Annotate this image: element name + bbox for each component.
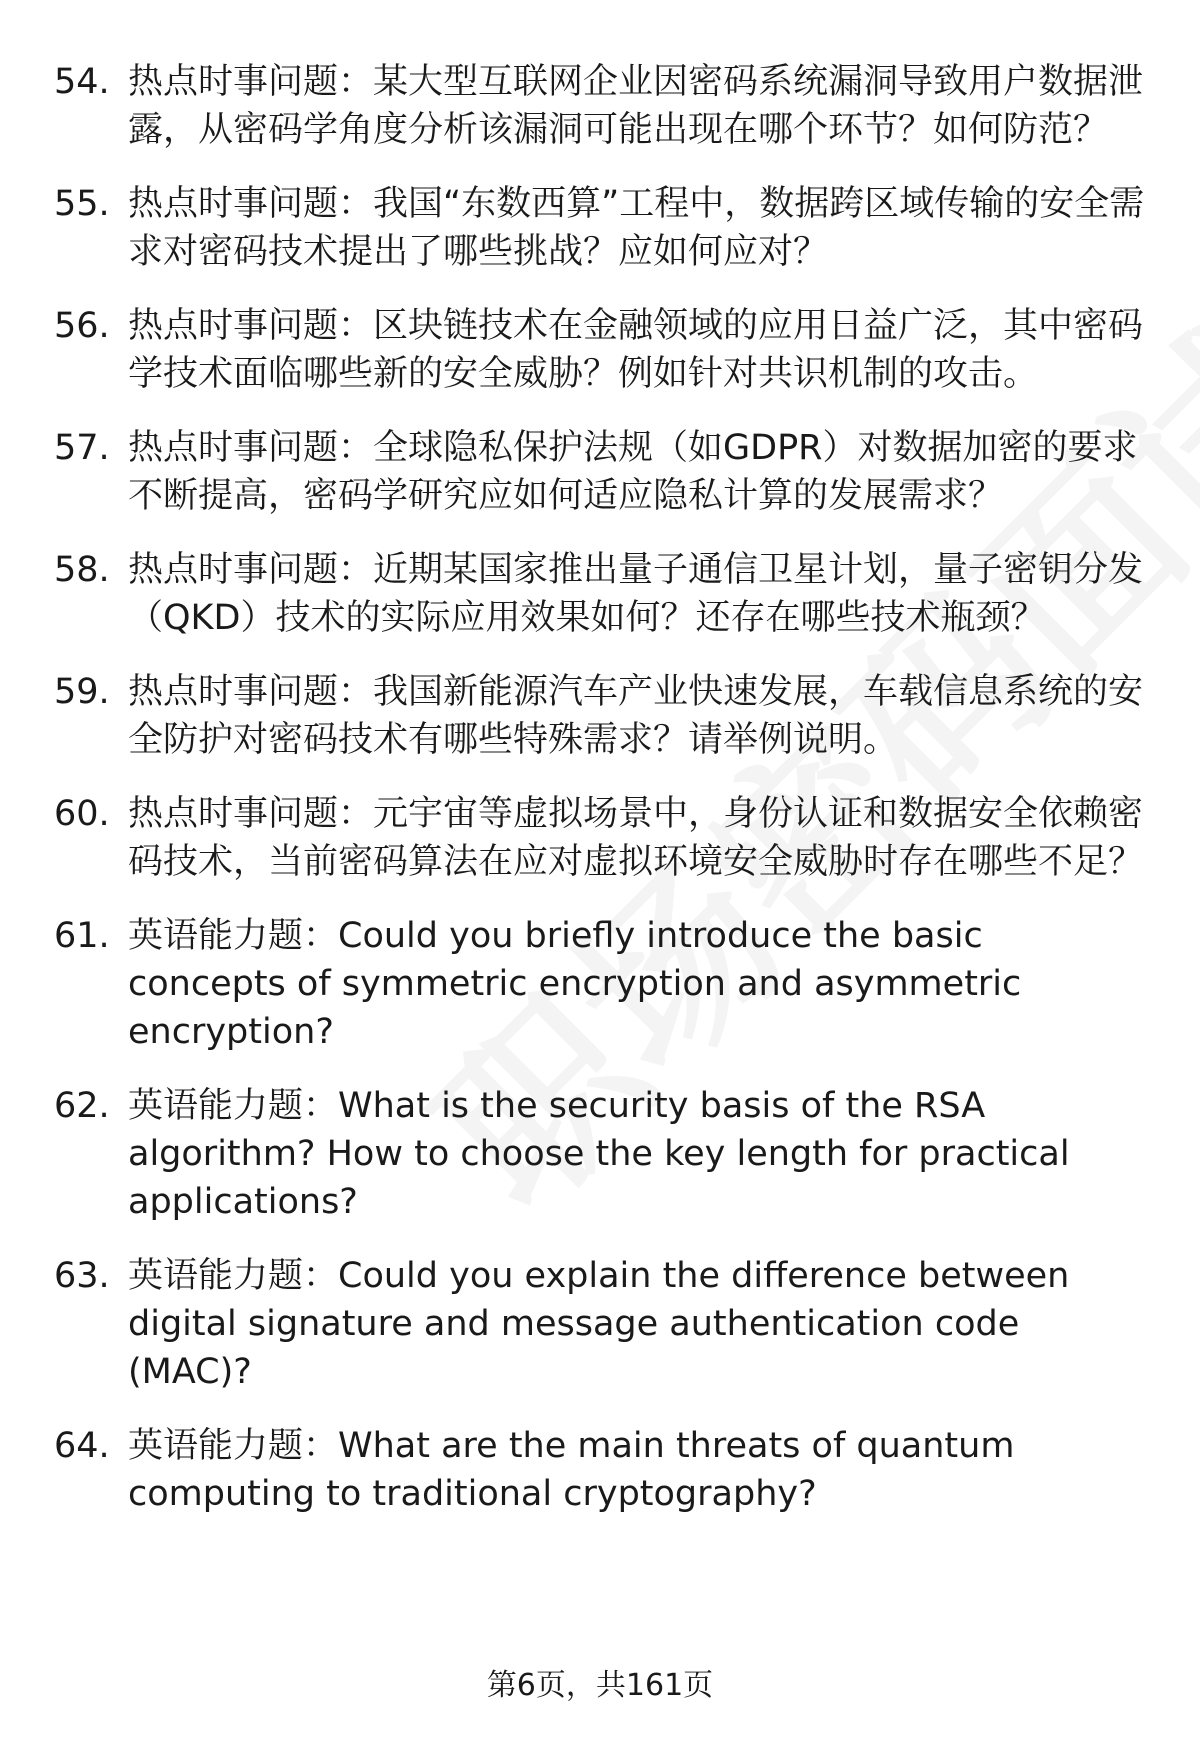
- question-text: 热点时事问题：区块链技术在金融领域的应用日益广泛，其中密码学技术面临哪些新的安全威胁？例如针对共识机制的攻击。: [128, 306, 1144, 394]
- question-number: 56.: [54, 306, 110, 346]
- question-item: [0, 1082, 1200, 1226]
- question-text: 英语能力题：What is the security basis of the RSA algorithm? How to choose the key length for practical applications?: [128, 1086, 1070, 1222]
- question-text: 热点时事问题：全球隐私保护法规（如GDPR）对数据加密的要求不断提高，密码学研究应如何适应隐私计算的发展需求？: [128, 428, 1138, 516]
- page-footer: 第6页，共161页: [486, 1668, 714, 1703]
- question-number: 57.: [54, 428, 110, 468]
- question-text: 热点时事问题：某大型互联网企业因密码系统漏洞导致用户数据泄露，从密码学角度分析该漏洞可能出现在哪个环节？如何防范？: [128, 62, 1144, 150]
- question-number: 63.: [54, 1256, 110, 1296]
- question-number: 60.: [54, 794, 110, 834]
- question-list: [0, 58, 1200, 1544]
- question-item: [0, 302, 1200, 398]
- question-item: [0, 546, 1200, 642]
- question-item: [0, 58, 1200, 154]
- question-number: 61.: [54, 916, 110, 956]
- question-number: 58.: [54, 550, 110, 590]
- question-number: 59.: [54, 672, 110, 712]
- question-number: 62.: [54, 1086, 110, 1126]
- question-text: 英语能力题：What are the main threats of quantum computing to traditional cryptography?: [128, 1426, 1015, 1514]
- question-text: 热点时事问题：我国新能源汽车产业快速发展，车载信息系统的安全防护对密码技术有哪些特殊需求？请举例说明。: [128, 672, 1144, 760]
- question-number: 64.: [54, 1426, 110, 1466]
- question-text: 热点时事问题：近期某国家推出量子通信卫星计划，量子密钥分发（QKD）技术的实际应用效果如何？还存在哪些技术瓶颈？: [128, 550, 1144, 638]
- question-item: [0, 180, 1200, 276]
- question-item: [0, 790, 1200, 886]
- question-text: 热点时事问题：我国“东数西算”工程中，数据跨区域传输的安全需求对密码技术提出了哪些挑战？应如何应对？: [128, 184, 1145, 272]
- question-item: [0, 1422, 1200, 1518]
- question-text: 英语能力题：Could you briefly introduce the basic concepts of symmetric encryption and asymmetric encryption?: [128, 916, 1022, 1052]
- question-item: [0, 1252, 1200, 1396]
- question-item: [0, 912, 1200, 1056]
- question-item: [0, 424, 1200, 520]
- question-number: 54.: [54, 62, 110, 102]
- question-text: 英语能力题：Could you explain the difference between digital signature and message authentication code (MAC)?: [128, 1256, 1070, 1392]
- question-number: 55.: [54, 184, 110, 224]
- question-item: [0, 668, 1200, 764]
- question-text: 热点时事问题：元宇宙等虚拟场景中，身份认证和数据安全依赖密码技术，当前密码算法在应对虚拟环境安全威胁时存在哪些不足？: [128, 794, 1144, 882]
